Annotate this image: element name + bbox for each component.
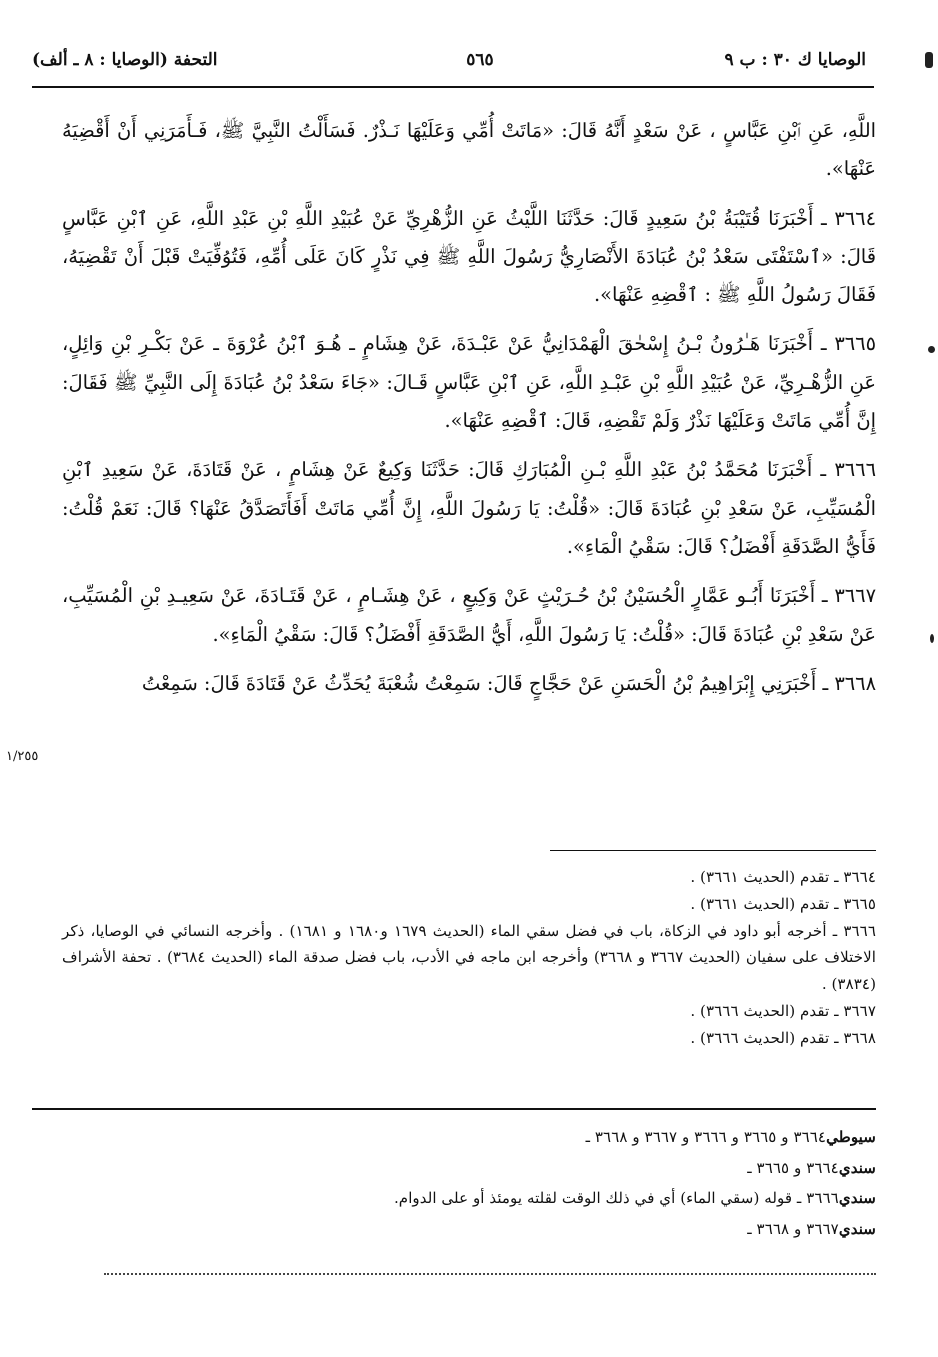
commentary-label: سيوطي (826, 1128, 876, 1146)
commentary-text: ٣٦٦٦ ـ قوله (سقي الماء) أي في ذلك الوقت لقلته يومئذ أو على الدوام. (393, 1189, 839, 1207)
hadith-3667: ٣٦٦٧ ـ أَخْبَرَنَا أَبُـو عَمَّارٍ الْحُسَيْنُ بْنُ حُـرَيْثٍ عَنْ وَكِيعٍ ، عَنْ هِشَـامٍ ، عَنْ قَتَـادَةَ، عَنْ سَعِيـدِ بْنِ الْمُسَيِّبِ، عَنْ سَعْدِ بْنِ عُبَادَةَ قَالَ: «قُلْتُ: يَا رَسُولَ اللَّهِ، أَيُّ الصَّدَقَةِ أَفْضَلُ؟ قَالَ: سَقْيُ الْمَاءِ». (62, 584, 876, 646)
header-rule (32, 86, 874, 88)
margin-volume-ref: ١/٢٥٥ (6, 749, 39, 764)
commentary-line (62, 1214, 876, 1245)
commentary-dotted-line (104, 1273, 876, 1275)
commentary-label: سندي (838, 1189, 876, 1207)
footnote-3665: ٣٦٦٥ ـ تقدم (الحديث ٣٦٦١) . (690, 894, 876, 913)
margin-dot (928, 346, 935, 353)
commentary-line (62, 1122, 876, 1153)
commentary-line (62, 1153, 876, 1184)
footnotes (62, 864, 876, 1052)
commentary-label: سندي (838, 1219, 876, 1238)
commentary-separator (32, 1108, 876, 1110)
hadith-3666: ٣٦٦٦ ـ أَخْبَرَنَا مُحَمَّدُ بْنُ عَبْدِ اللَّهِ بْـنِ الْمُبَارَكِ قَالَ: حَدَّثَنَا وَكِيعٌ عَنْ هِشَامٍ ، عَنْ قَتَادَةَ، عَنْ سَعِيدِ ٱبْنِ الْمُسَيِّبِ، عَنْ سَعْدِ بْنِ عُبَادَةَ قَالَ: «قُلْتُ: يَا رَسُولَ اللَّهِ، إِنَّ أُمِّي مَاتَتْ أَفَأَتَصَدَّقُ عَنْهَا؟ قَالَ: نَعَمْ قُلْتُ: فَأَيُّ الصَّدَقَةِ أَفْضَلُ؟ قَالَ: سَقْيُ الْمَاءِ». (62, 458, 876, 558)
commentary-text: ٣٦٦٤ و ٣٦٦٥ و ٣٦٦٦ و ٣٦٦٧ و ٣٦٦٨ ـ (585, 1128, 827, 1146)
footnote-3667: ٣٦٦٧ ـ تقدم (الحديث ٣٦٦٦) . (690, 1001, 876, 1020)
hadith-continuation: اللَّهِ، عَنِ ٱبْنِ عَبَّاسٍ ، عَنْ سَعْدٍ أَنَّهُ قَالَ: «مَاتَتْ أُمِّي وَعَلَيْهَا نَـذْرٌ. فَسَأَلْتُ النَّبِيَّ ﷺ، فَـأَمَرَنِي أَنْ أَقْضِيَهُ عَنْهَا». (62, 119, 876, 181)
hadith-3668: ٣٦٦٨ ـ أَخْبَرَنِي إِبْرَاهِيمُ بْنُ الْحَسَنِ عَنْ حَجَّاجٍ قَالَ: سَمِعْتُ شُعْبَةَ يُحَدِّثُ عَنْ قَتَادَةَ قَالَ: سَمِعْتُ (141, 671, 876, 695)
page-number: ٥٦٥ (466, 50, 494, 70)
commentary-text: ٣٦٦٤ و ٣٦٦٥ ـ (747, 1158, 839, 1177)
hadith-3664: ٣٦٦٤ ـ أَخْبَرَنَا قُتَيْبَةُ بْنُ سَعِيدٍ قَالَ: حَدَّثَنَا اللَّيْثُ عَنِ الزُّهْرِيِّ عَنْ عُبَيْدِ اللَّهِ بْنِ عَبْدِ اللَّهِ، عَنِ ٱبْنِ عَبَّاسٍ قَالَ: «ٱسْتَفْتَى سَعْدُ بْنُ عُبَادَةَ الأَنْصَارِيُّ رَسُولَ اللَّهِ ﷺ فِي نَذْرٍ كَانَ عَلَى أُمِّهِ، فَتُوُفِّيَتْ قَبْلَ أَنْ تَقْضِيَهُ، فَقَالَ رَسُولُ اللَّهِ ﷺ : ٱقْضِهِ عَنْهَا». (62, 206, 876, 307)
footnote-3664: ٣٦٦٤ ـ تقدم (الحديث ٣٦٦١) . (690, 868, 876, 886)
commentary-text: ٣٦٦٧ و ٣٦٦٨ ـ (747, 1219, 839, 1238)
footnote-3668: ٣٦٦٨ ـ تقدم (الحديث ٣٦٦٦) . (690, 1028, 876, 1047)
margin-dot (930, 634, 934, 643)
header-chapter-ref: الوصايا ك ٣٠ : ب ٩ (724, 50, 866, 70)
margin-mark (925, 52, 933, 68)
header-tuhfa-ref: التحفة (الوصايا : ٨ ـ ألف) (32, 50, 218, 70)
commentary (62, 1122, 876, 1244)
footnote-separator (550, 850, 876, 851)
commentary-label: سندي (838, 1158, 876, 1177)
hadith-3665: ٣٦٦٥ ـ أَخْبَرَنَا هَـٰرُونُ بْـنُ إِسْحٰقَ الْهَمْدَانِيُّ عَنْ عَبْـدَةَ، عَنْ هِشَامٍ ـ هُـوَ ٱبْنُ عُرْوَةَ ـ عَنْ بَكْـرِ بْنِ وَائِلٍ، عَنِ الزُّهْـرِيِّ، عَنْ عُبَيْدِ اللَّهِ بْنِ عَبْـدِ اللَّهِ، عَنِ ٱبْنِ عَبَّاسٍ قَـالَ: «جَاءَ سَعْدُ بْنُ عُبَادَةَ إِلَى النَّبِيِّ ﷺ فَقَالَ: إِنَّ أُمِّي مَاتَتْ وَعَلَيْهَا نَذْرٌ وَلَمْ تَقْضِهِ، قَالَ: ٱقْضِهِ عَنْهَا». (62, 332, 876, 433)
hadith-text (62, 112, 876, 714)
footnote-3666: ٣٦٦٦ ـ أخرجه أبو داود في الزكاة، باب في فضل سقي الماء (الحديث ١٦٧٩ و١٦٨٠ و ١٦٨١) . وأخرجه النسائي في الوصايا، ذكر الاختلاف على سفيان (الحديث ٣٦٦٧ و ٣٦٦٨) وأخرجه ابن ماجه في الأدب، باب فضل صدقة الماء (الحديث ٣٦٨٤) . تحفة الأشراف (٣٨٣٤) . (62, 921, 876, 994)
commentary-line (62, 1183, 876, 1214)
